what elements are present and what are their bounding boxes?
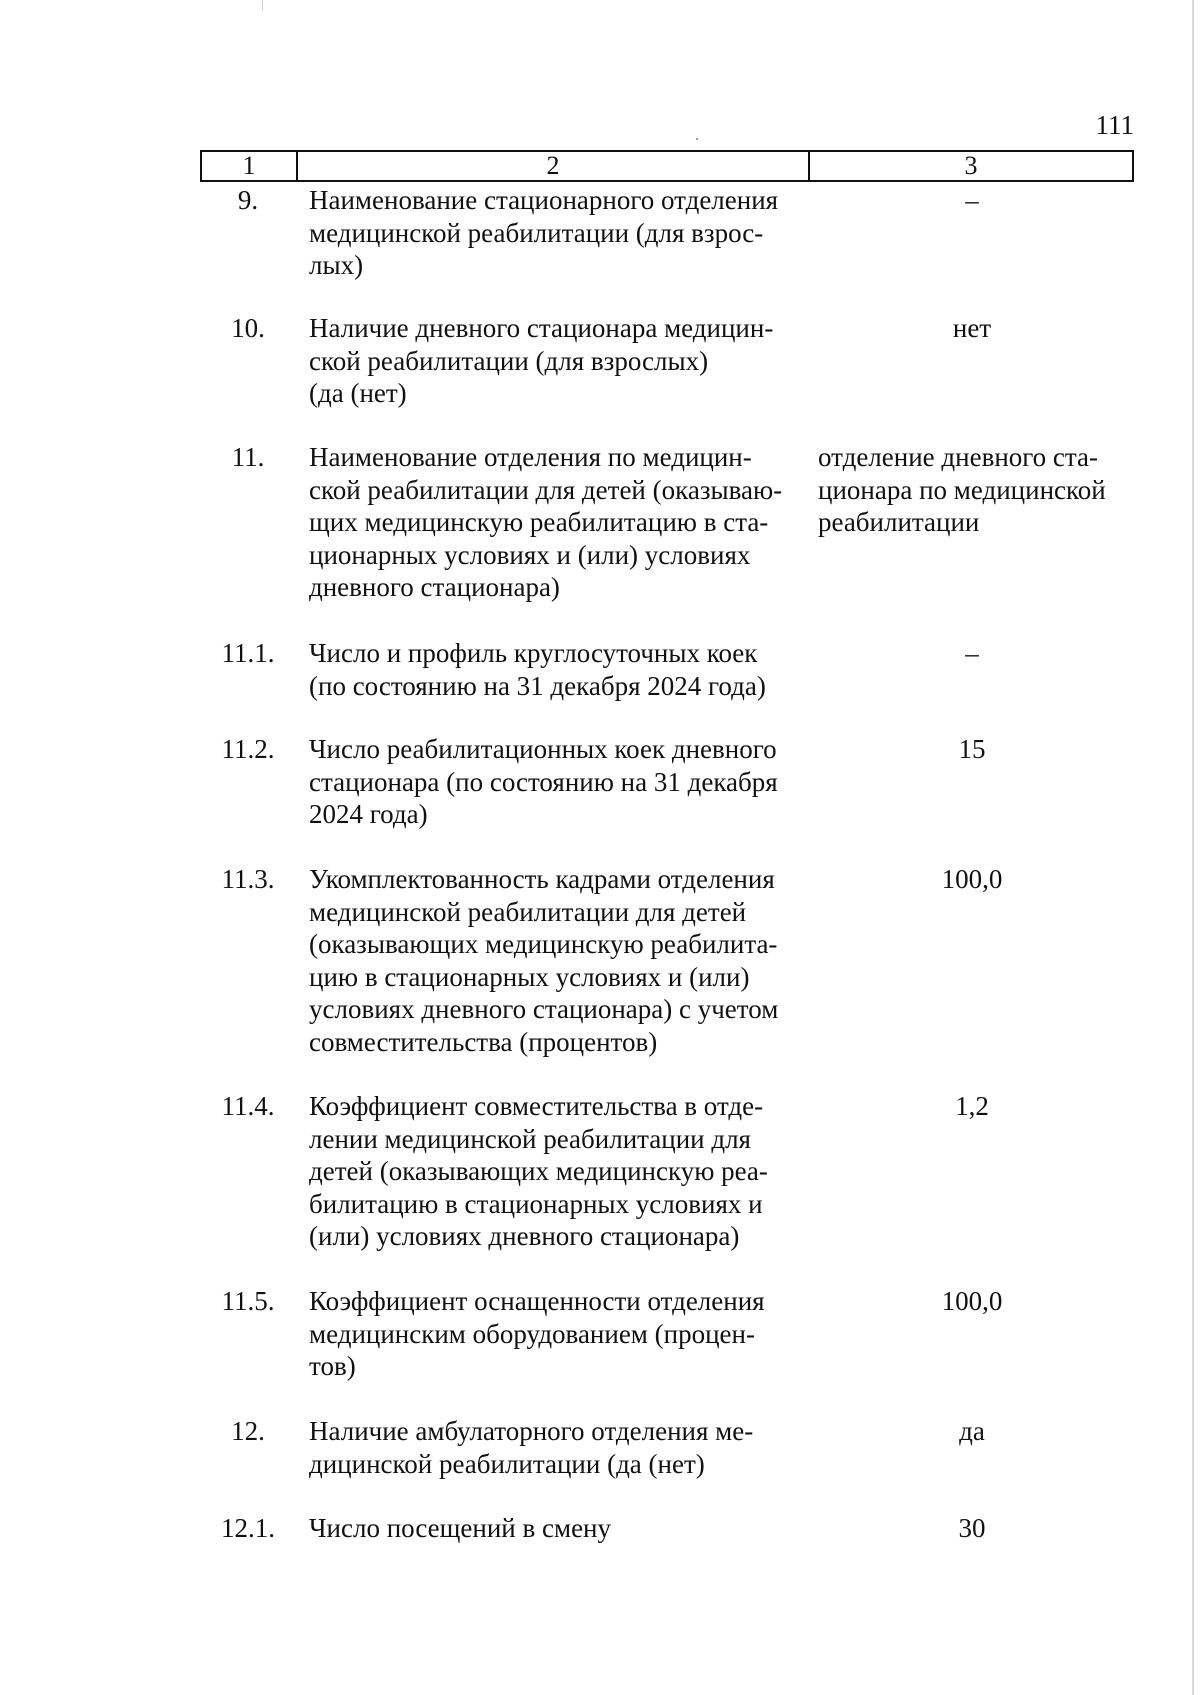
row-description: Наличие амбулаторного отделения ме- дицинской реабилитации (да (нет)	[309, 1416, 754, 1479]
header-col-3: 3	[964, 151, 978, 180]
row-number: 11.2.	[221, 734, 275, 764]
header-col-2: 2	[298, 152, 810, 180]
row-number: 10.	[231, 313, 265, 343]
row-description: Число посещений в смену	[309, 1513, 611, 1543]
row-number: 12.1.	[221, 1513, 275, 1543]
row-value: 30	[958, 1513, 986, 1543]
row-description: Наименование отделения по медицин- ской реабилитации для детей (оказываю- щих медицинскую реабилитацию в ста- ционарных условиях и (или) условиях дневного стационара)	[309, 442, 783, 602]
row-description: Укомплектованность кадрами отделения медицинской реабилитации для детей (оказывающих медицинскую реабилита- цию в стационарных условиях и (или) условиях дневного стационара) с учетом совместительства (процентов)	[309, 864, 779, 1057]
row-number: 11.3.	[221, 864, 275, 894]
row-value: 15	[958, 734, 986, 764]
row-value: отделение дневного ста- ционара по медицинской реабилитации	[818, 442, 1106, 537]
row-description: Коэффициент совместительства в отде- лении медицинской реабилитации для детей (оказывающих медицинскую реа- билитацию в стационарных условиях и (или) условиях дневного стационара)	[309, 1091, 768, 1251]
row-value: 1,2	[955, 1091, 989, 1121]
row-value: 100,0	[941, 864, 1003, 894]
row-value: –	[965, 185, 979, 215]
row-value: да	[959, 1416, 985, 1446]
row-number: 11.	[231, 442, 265, 472]
row-description: Коэффициент оснащенности отделения медицинским оборудованием (процен- тов)	[309, 1286, 765, 1381]
row-description: Наименование стационарного отделения медицинской реабилитации (для взрос- лых)	[309, 185, 779, 280]
row-value: –	[965, 638, 979, 668]
page-number: 111	[1095, 110, 1134, 140]
row-number: 9.	[237, 185, 259, 215]
row-number: 11.4.	[221, 1091, 275, 1121]
header-col-1: 1	[202, 152, 298, 180]
row-value: 100,0	[941, 1286, 1003, 1316]
row-description: Наличие дневного стационара медицин- ской реабилитации (для взрослых) (да (нет)	[309, 313, 774, 408]
row-number: 12.	[231, 1416, 265, 1446]
row-number: 11.5.	[221, 1286, 275, 1316]
row-number: 11.1.	[221, 638, 275, 668]
row-value: нет	[952, 313, 992, 343]
row-description: Число реабилитационных коек дневного стационара (по состоянию на 31 декабря 2024 года)	[309, 734, 778, 829]
row-description: Число и профиль круглосуточных коек (по состоянию на 31 декабря 2024 года)	[309, 638, 766, 701]
